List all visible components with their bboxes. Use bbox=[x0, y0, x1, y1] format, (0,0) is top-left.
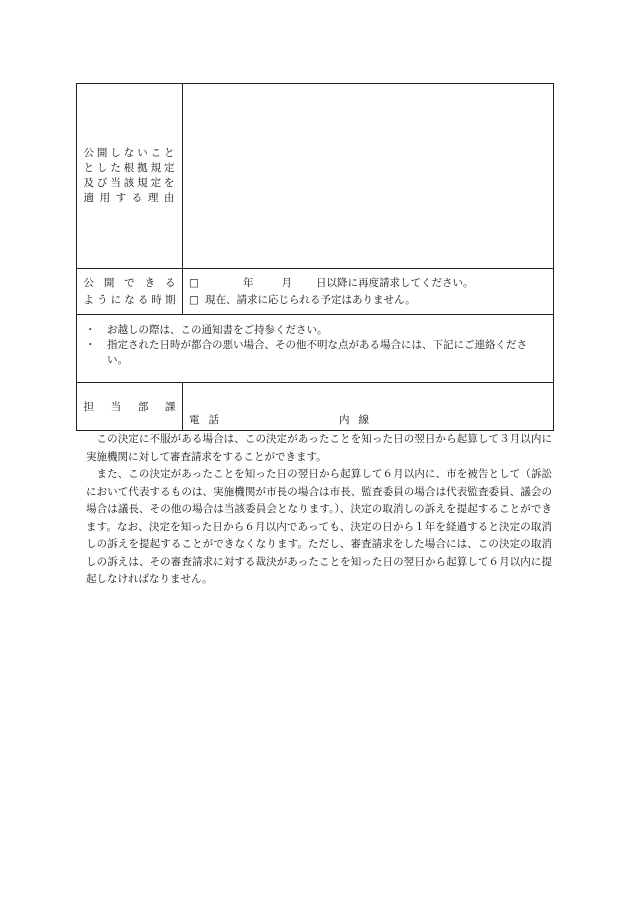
date-option-text: 日以降に再度請求してください。 bbox=[316, 276, 474, 289]
timing-option-date bbox=[189, 275, 547, 292]
label-line: 及び当該規定を bbox=[83, 177, 176, 189]
note-item bbox=[85, 338, 545, 368]
extension-label: 内線 bbox=[339, 414, 378, 426]
month-label: 月 bbox=[281, 276, 292, 289]
nondisclosure-reason-field[interactable] bbox=[183, 84, 553, 268]
appeal-paragraph: この決定に不服がある場合は、この決定があったことを知った日の翌日から起算して３月以内に実施機関に対して審査請求をすることができます。 bbox=[86, 433, 552, 463]
bullet: ・ bbox=[85, 324, 96, 336]
label-line: 公開できる bbox=[83, 276, 176, 289]
note-text: 指定された日時が都合の悪い場合、その他不明な点がある場合には、下記にご連絡ください。 bbox=[107, 339, 527, 366]
phone-label: 電話 bbox=[189, 414, 228, 426]
lawsuit-paragraph: また、この決定があったことを知った日の翌日から起算して６月以内に、市を被告として（訴訟において代表するものは、実施機関が市長の場合は市長、監査委員の場合は代表監査委員、議会の場合は議長、その他の場合は当該委員会となります。）、決定の取消しの訴えを提起することができます。なお、決定を知った日から６月以内であっても、決定の日から１年を経過すると決定の取消しの訴えを提起することができなくなります。ただし、審査請求をした場合には、この決定の取消しの訴えは、その審査請求に対する裁決があったことを知った日の翌日から起算して６月以内に提起しなければなりません。 bbox=[86, 468, 552, 585]
label-line: ようになる時期 bbox=[83, 293, 176, 306]
note-item bbox=[85, 323, 545, 338]
department-label: 担当部課 bbox=[83, 401, 176, 413]
bullet: ・ bbox=[85, 339, 96, 351]
disclosure-timing-label bbox=[77, 269, 183, 314]
label-line: 公開しないこと bbox=[83, 147, 176, 159]
department-field[interactable] bbox=[183, 383, 553, 430]
checkbox-date-option[interactable]: □ bbox=[189, 276, 199, 289]
nondisclosure-reason-label bbox=[77, 84, 183, 268]
row-nondisclosure-reason bbox=[77, 84, 553, 269]
row-disclosure-timing bbox=[77, 269, 553, 315]
checkbox-none-option[interactable]: □ bbox=[189, 293, 199, 306]
row-department bbox=[77, 383, 553, 430]
none-option-text: 現在、請求に応じられる予定はありません。 bbox=[205, 293, 416, 306]
label-line: とした根拠規定 bbox=[83, 162, 176, 174]
department-label-cell bbox=[77, 383, 183, 430]
disclosure-timing-options bbox=[183, 269, 553, 314]
note-text: お越しの際は、この通知書をご持参ください。 bbox=[107, 324, 328, 336]
disclosure-form-table bbox=[76, 83, 554, 431]
phone-line bbox=[189, 412, 547, 427]
label-line: 適用する理由 bbox=[83, 192, 176, 204]
timing-option-none bbox=[189, 292, 547, 309]
row-notes bbox=[77, 315, 553, 383]
appeal-notice bbox=[86, 431, 552, 589]
year-label: 年 bbox=[243, 276, 254, 289]
